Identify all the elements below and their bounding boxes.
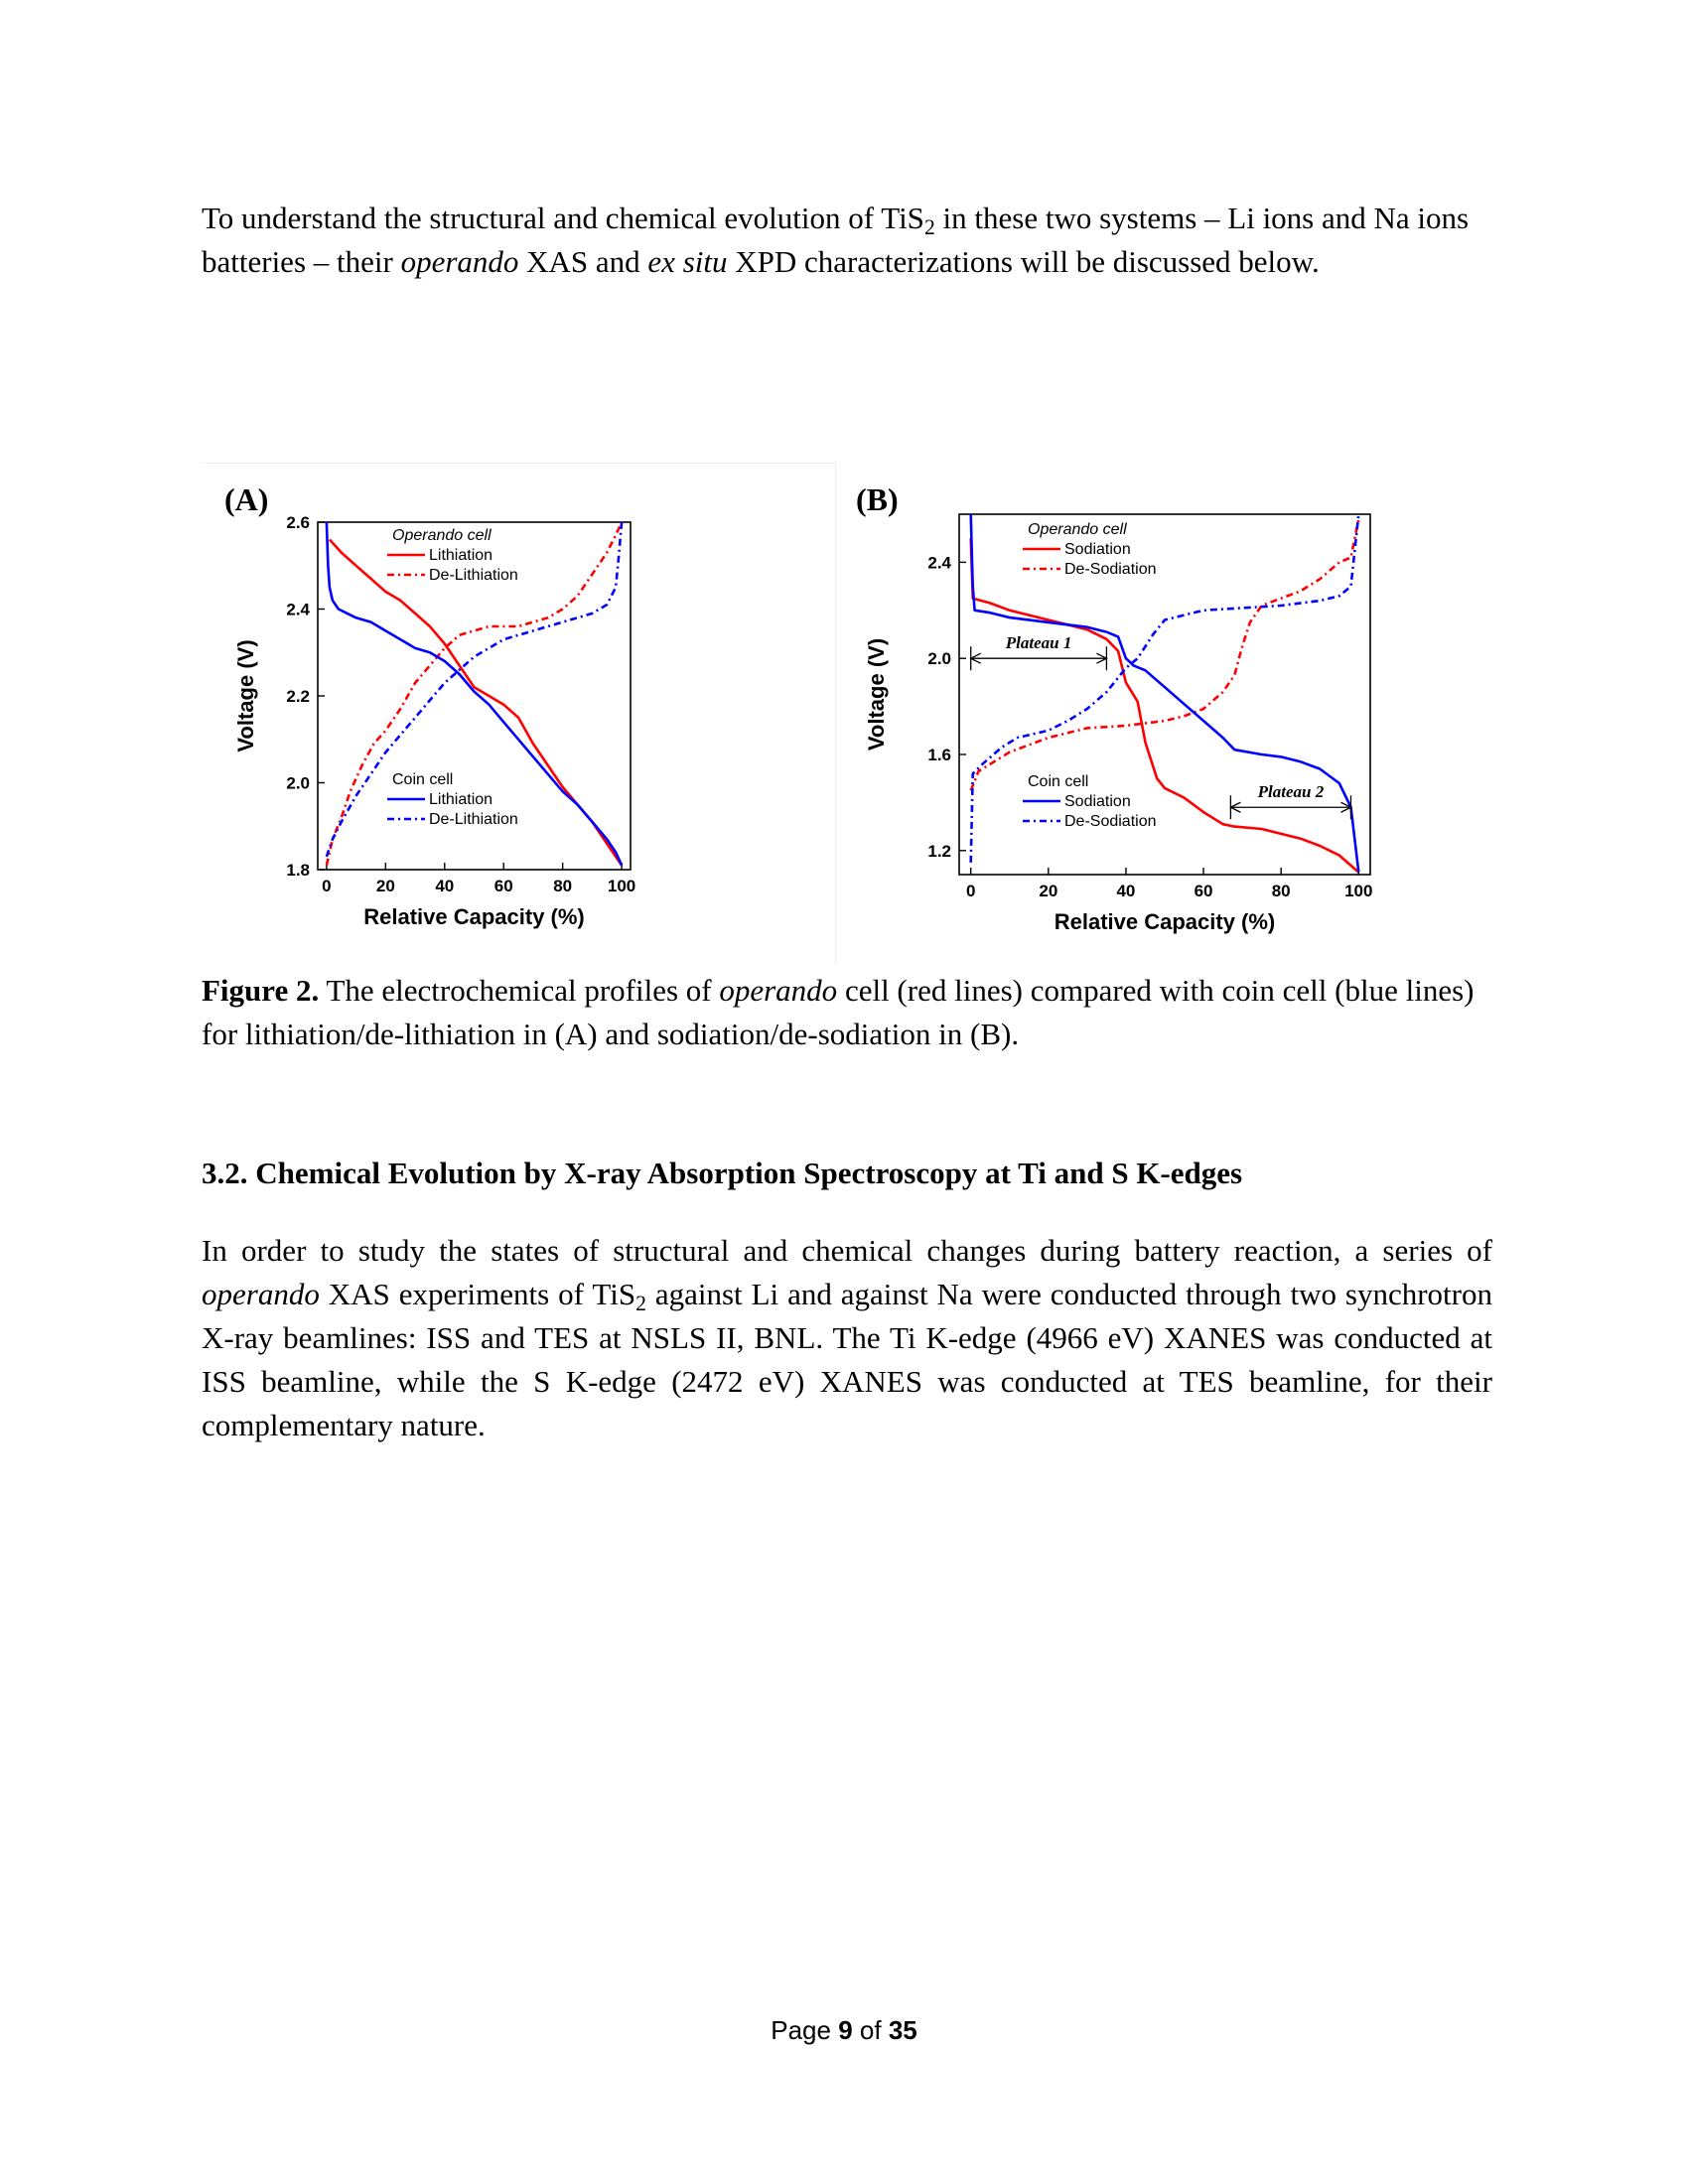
x-tick-label: 100: [1344, 882, 1373, 900]
y-tick-label: 2.2: [286, 687, 310, 706]
body-paragraph: [202, 1229, 1492, 1447]
footer-page-number: 9: [838, 2015, 853, 2045]
intro-text-4: XPD characterizations will be discussed below.: [727, 244, 1320, 279]
intro-italic-operando: operando: [400, 244, 519, 279]
legend-item-label: De-Sodiation: [1064, 813, 1157, 830]
intro-text-3: XAS and: [518, 244, 648, 279]
x-tick-label: 20: [1039, 882, 1058, 900]
intro-subscript: 2: [923, 215, 935, 239]
caption-label: Figure 2.: [202, 973, 320, 1008]
legend-item-label: De-Lithiation: [429, 567, 518, 584]
x-tick-label: 60: [1194, 882, 1213, 900]
legend-title: Coin cell: [392, 771, 454, 788]
x-tick-label: 40: [1116, 882, 1136, 900]
y-tick-label: 1.6: [927, 746, 951, 764]
legend-item-label: De-Lithiation: [429, 811, 518, 828]
footer-page-total: 35: [888, 2015, 917, 2045]
panel-label: (B): [856, 481, 899, 517]
plot-frame: [959, 514, 1370, 875]
caption-text-1: The electrochemical profiles of: [319, 973, 720, 1008]
intro-italic-exsitu: ex situ: [647, 244, 728, 279]
intro-paragraph: [202, 197, 1492, 284]
plateau-label: Plateau 2: [1257, 782, 1325, 802]
x-axis-label: Relative Capacity (%): [363, 904, 585, 929]
x-tick-label: 40: [435, 877, 455, 895]
body-italic-operando: operando: [202, 1277, 320, 1311]
figure-caption: [202, 969, 1492, 1056]
section-heading: 3.2. Chemical Evolution by X-ray Absorption Spectroscopy at Ti and S K-edges: [202, 1156, 1243, 1190]
y-tick-label: 2.0: [286, 773, 310, 793]
plateau-label: Plateau 1: [1005, 633, 1072, 653]
legend-item-label: Sodiation: [1064, 541, 1131, 558]
legend-title: Operando cell: [392, 527, 492, 544]
legend-title: Coin cell: [1028, 773, 1089, 790]
y-axis-label: Voltage (V): [233, 639, 258, 752]
x-tick-label: 0: [965, 882, 976, 900]
legend-item-label: Lithiation: [429, 791, 493, 808]
footer-of: of: [852, 2015, 889, 2045]
x-tick-label: 20: [375, 877, 395, 895]
legend-title: Operando cell: [1028, 521, 1127, 538]
y-tick-label: 2.4: [927, 553, 951, 573]
x-axis-label: Relative Capacity (%): [1054, 909, 1276, 934]
caption-text-2: cell (red lines) compared with coin cell (blue lines) for lithiation/de-lithiation in (A) and sodiation/de-sodiation in (B).: [202, 973, 1475, 1051]
y-tick-label: 2.0: [927, 649, 951, 669]
y-axis-label: Voltage (V): [864, 637, 889, 751]
y-tick-label: 1.2: [927, 841, 951, 861]
figure-2: [199, 463, 1489, 969]
x-tick-label: 80: [1271, 882, 1291, 900]
legend-item-label: Lithiation: [429, 547, 493, 564]
y-tick-label: 2.4: [286, 600, 310, 619]
footer-prefix: Page: [771, 2015, 839, 2045]
series-line-operando-cell-de-sodiation: [971, 519, 1359, 791]
body-subscript: 2: [635, 1292, 646, 1315]
body-text-1: In order to study the states of structural and chemical changes during battery reaction, a series of: [202, 1233, 1492, 1268]
y-tick-label: 2.6: [286, 513, 310, 532]
body-text-2: XAS experiments of TiS: [319, 1277, 636, 1311]
intro-text-2: in these two systems – Li ions and Na ions batteries – their: [202, 201, 1470, 279]
y-tick-label: 1.8: [286, 861, 310, 880]
panel-a: [224, 481, 635, 929]
page-footer: [0, 2015, 1688, 2046]
panel-label: (A): [224, 481, 269, 517]
x-tick-label: 100: [607, 877, 636, 895]
caption-italic: operando: [719, 973, 838, 1008]
panel-b: [856, 481, 1372, 934]
intro-text-1: To understand the structural and chemical evolution of TiS: [202, 201, 924, 235]
x-tick-label: 80: [553, 877, 573, 895]
legend-item-label: De-Sodiation: [1064, 561, 1157, 578]
x-tick-label: 0: [322, 877, 332, 895]
legend-item-label: Sodiation: [1064, 793, 1131, 810]
x-tick-label: 60: [493, 877, 513, 895]
body-text-3: against Li and against Na were conducted through two synchrotron X-ray beamlines: ISS and TES at NSLS II, BNL. The Ti K-edge (4966 eV) XANES was conducted at ISS beamline, while the S K-edge (2472 eV) XANES was conducted at TES beamline, for their complementary nature.: [202, 1277, 1492, 1442]
